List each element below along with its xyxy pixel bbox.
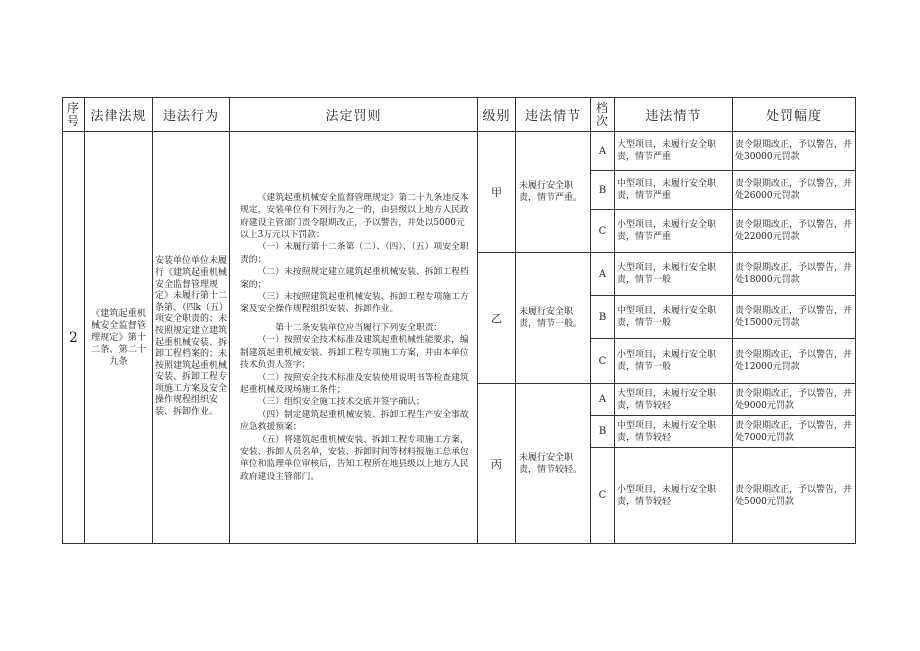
header-circumstance: 违法情节 xyxy=(516,98,591,132)
header-penalty: 法定罚则 xyxy=(230,98,478,132)
grade-cell: C xyxy=(591,210,615,253)
header-sub-circumstance: 违法情节 xyxy=(615,98,733,132)
grade-cell: C xyxy=(591,448,615,544)
header-index: 序号 xyxy=(63,98,85,132)
penalty-paragraph: （四）制定建筑起重机械安装、拆卸工程生产安全事故应急救援预案； xyxy=(240,409,469,433)
sub-circumstance-cell: 小型项目，未履行安全职责，情节较轻 xyxy=(615,448,733,544)
sub-circumstance-cell: 小型项目，未履行安全职责，情节一般 xyxy=(615,339,733,384)
sub-circumstance-cell: 大型项目，未履行安全职责，情节严重 xyxy=(615,132,733,171)
sub-circumstance-cell: 中型项目，未履行安全职责，情节严重 xyxy=(615,171,733,210)
act-cell: 安装单位单位未履行《建筑起重机械安全监督管理规定》未履行第十二条第、（四k（五）项安全职责的；未按照规定建立建筑起重机械安装、拆卸工程档案的；未按照建筑起重机械安装、拆卸工程专项施工方案及安全操作规程组织安装、拆卸作业。 xyxy=(153,132,230,544)
header-act: 违法行为 xyxy=(153,98,230,132)
grade-cell: A xyxy=(591,132,615,171)
header-law: 法律法规 xyxy=(85,98,153,132)
header-level: 级别 xyxy=(478,98,516,132)
range-cell: 责令限期改正，予以警告，并处30000元罚款 xyxy=(733,132,856,171)
grade-cell: B xyxy=(591,296,615,339)
penalty-paragraph: （一）按照安全技术标准及建筑起重机械性能要求，编制建筑起重机械安装、拆卸工程专项施工方案，并由本单位技术负责人签字； xyxy=(240,335,469,371)
penalty-paragraph: （三）组织安全施工技术交底并签字确认； xyxy=(257,397,425,408)
range-cell: 责令限期改正，予以警告，并处18000元罚款 xyxy=(733,253,856,296)
penalty-paragraph: （二）按照安全技术标准及安装使用说明书等检查建筑起重机械及现场施工条件； xyxy=(240,372,469,395)
range-cell: 责令限期改正，予以警告，并处26000元罚款 xyxy=(733,171,856,210)
range-cell: 责令限期改正，予以警告，并处7000元罚款 xyxy=(733,416,856,448)
row-index: 2 xyxy=(63,132,85,544)
penalty-table xyxy=(62,97,856,544)
range-cell: 责令限期改正，予以警告，并处22000元罚款 xyxy=(733,210,856,253)
range-cell: 责令限期改正，予以警告，并处5000元罚款 xyxy=(733,448,856,544)
sub-circumstance-cell: 大型项目，未履行安全职责，情节一般 xyxy=(615,253,733,296)
range-cell: 责令限期改正，予以警告，并处9000元罚款 xyxy=(733,384,856,416)
level-cell: 丙 xyxy=(478,384,516,544)
range-cell: 责令限期改正，予以警告，并处12000元罚款 xyxy=(733,339,856,384)
grade-cell: C xyxy=(591,339,615,384)
range-cell: 责令限期改正，予以警告，并处15000元罚款 xyxy=(733,296,856,339)
penalty-paragraph: 第十二条安装单位应当履行下列安全职责： xyxy=(275,322,443,333)
grade-cell: B xyxy=(591,171,615,210)
sub-circumstance-cell: 中型项目，未履行安全职责，情节一般 xyxy=(615,296,733,339)
circumstance-cell: 未履行安全职责，情节一般。 xyxy=(516,253,591,384)
header-range: 处罚幅度 xyxy=(733,98,856,132)
penalty-paragraph: 《建筑起重机械安全监督管理规定》第二十九条违反本规定，安装单位有下列行为之一的，由县级以上地方人民政府建设主管部门责令限期改正，予以警告，并处以5000元以上3万元以下罚款： xyxy=(240,192,469,241)
circumstance-cell: 未履行安全职责，情节较轻。 xyxy=(516,384,591,544)
grade-cell: A xyxy=(591,253,615,296)
sub-circumstance-cell: 大型项目，未履行安全职责，情节较轻 xyxy=(615,384,733,416)
header-row xyxy=(63,98,856,132)
grade-cell: A xyxy=(591,384,615,416)
level-cell: 乙 xyxy=(478,253,516,384)
penalty-paragraph: （五）将建筑起重机械安装、拆卸工程专项施工方案，安装、拆卸人员名单，安装、拆卸时间等材料报施工总承包单位和监理单位审核后，告知工程所在地县级以上地方人民政府建设主管部门。 xyxy=(240,434,469,482)
header-grade: 档次 xyxy=(591,98,615,132)
sub-circumstance-cell: 中型项目，未履行安全职责，情节较轻 xyxy=(615,416,733,448)
grade-cell: B xyxy=(591,416,615,448)
penalty-paragraph: （二）未按照规定建立建筑起重机械安装、拆卸工程档案的； xyxy=(240,267,469,290)
circumstance-cell: 未履行安全职责，情节严重。 xyxy=(516,132,591,253)
penalty-cell xyxy=(230,132,478,544)
table-row xyxy=(63,132,856,171)
level-cell: 甲 xyxy=(478,132,516,253)
penalty-paragraph: （三）未按照建筑起重机械安装、拆卸工程专项施工方案及安全操作规程组织安装、拆卸作业。 xyxy=(240,292,469,315)
sub-circumstance-cell: 小型项目，未履行安全职责，情节严重 xyxy=(615,210,733,253)
law-cell: 《建筑起重机械安全监督管理规定》第十二条、第二十九条 xyxy=(85,132,153,544)
penalty-paragraph: （一）未履行第十二条第（二）、（四）、（五）项安全职责的； xyxy=(240,242,469,265)
